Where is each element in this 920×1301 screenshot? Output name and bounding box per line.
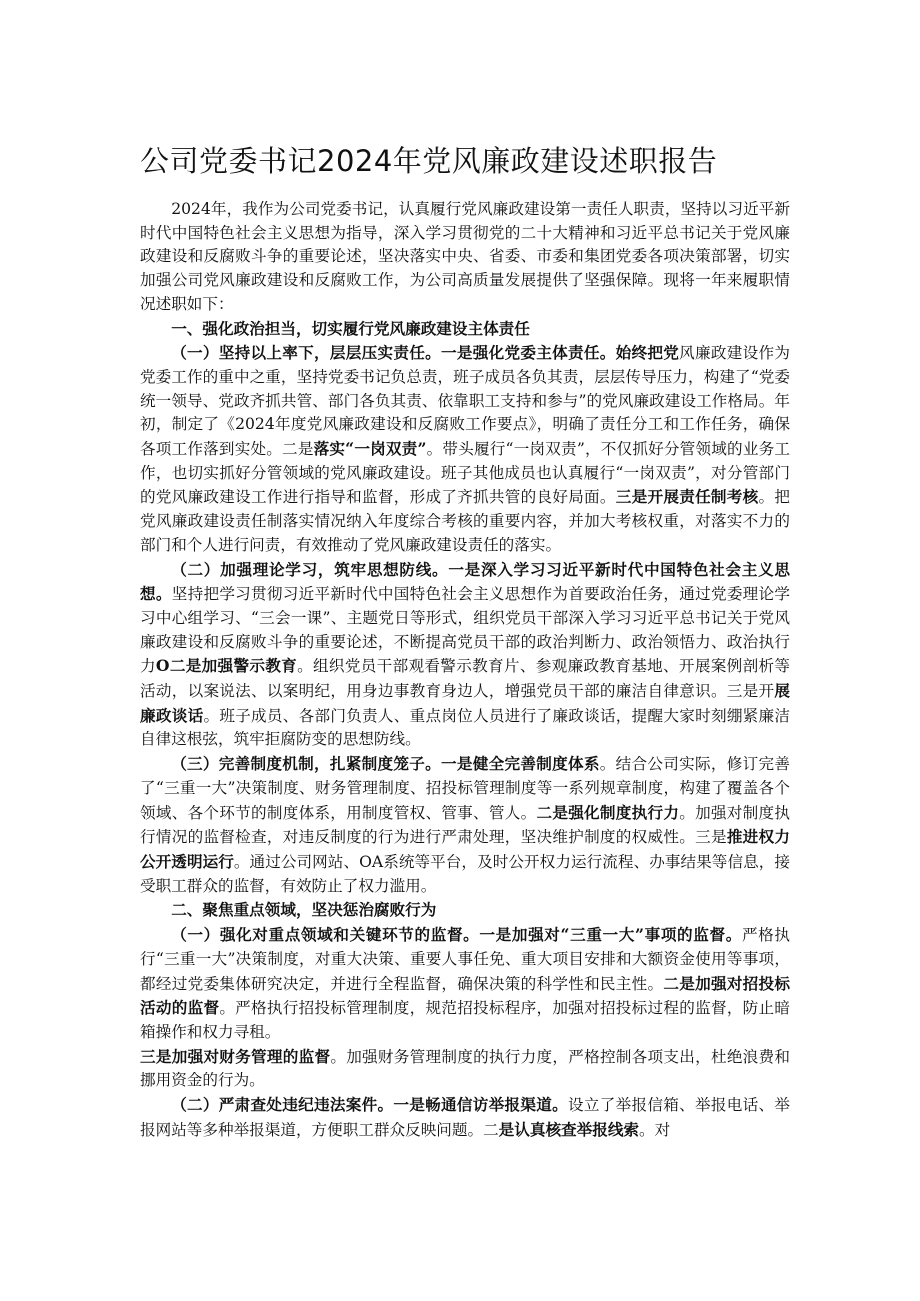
bold-text-run: （一）坚持以上率下，层层压实责任。一是强化党委主体责任。始终把党	[171, 343, 680, 363]
text-run: 。组织党员干部观看警示教育片、参观廉政教育基地、开展案例剖析等活动，以案说法、以案明纪，用身边事教育身边人，增强党员干部的廉洁自律意识。三是开	[140, 657, 790, 701]
bold-text-run: 二、聚焦重点领域，坚决惩治腐败行为	[171, 900, 437, 920]
text-run: 。把党风廉政建设责任制落实情况纳入年度综合考核的重要内容，并加大考核权重，对落实不力的部门和个人进行问责，有效推动了党风廉政建设责任的落实。	[140, 488, 790, 554]
bold-text-run: 展廉政谈话	[140, 681, 790, 725]
bold-text-run: （一）强化对重点领域和关键环节的监督。一是加强对“三重一大”事项的监督。	[171, 925, 742, 945]
paragraph	[140, 198, 790, 317]
text-run: 严格执行“三重一大”决策制度，对重大决策、重要人事任免、重大项目安排和大额资金使用等事项，都经过党委集体研究决定，并进行全程监督，确保决策的科学性和民主性。	[140, 926, 790, 993]
text-run: 。通过公司网站、OA系统等平台，及时公开权力运行流程、办事结果等信息，接受职工群众的监督，有效防止了权力滥用。	[140, 852, 790, 895]
bold-text-run: （三）完善制度机制，扎紧制度笼子。一是健全完善制度体系	[171, 754, 600, 774]
document-body	[140, 198, 790, 1142]
bold-text-run: （二）严肃查处违纪违法案件。一是畅通信访举报渠道。	[171, 1095, 569, 1115]
bold-text-run: 是认真核查举报线索	[498, 1119, 640, 1139]
paragraph	[140, 558, 790, 753]
text-run: 。加强财务管理制度的执行力度，严格控制各项支出，杜绝浪费和挪用资金的行为。	[140, 1047, 790, 1090]
bold-text-run: （二）加强理论学习，筑牢思想防线。一是深入学习习近平新时代中国特色社会主义思想。	[140, 559, 790, 604]
bold-text-run: 三是加强对财务管理的监督	[140, 1046, 331, 1066]
text-run: 。加强对制度执行情况的监督检查，对违反制度的行为进行严肃处理，坚决维护制度的权威性。三是	[140, 803, 790, 847]
text-run: 风廉政建设作为党委工作的重中之重，坚持党委书记负总责，班子成员各负其责，层层传导压力，构建了“党委统一领导、党政齐抓共管、部门各负其责、依靠职工支持和参与”的党风廉政建设工作格局。年初，制定了《2024年度党风廉政建设和反腐败工作要点》，明确了责任分工和工作任务，确保各项工作落到实处。二是	[140, 344, 790, 459]
text-run: 坚持把学习贯彻习近平新时代中国特色社会主义思想作为首要政治任务，通过党委理论学习中心组学习、“三会一课”、主题党日等形式，组织党员干部深入学习习近平总书记关于党风廉政建设和反腐败斗争的重要论述，不断提高党员干部的政治判断力、政治领悟力、政治执行力	[140, 585, 790, 676]
paragraph	[140, 317, 790, 342]
paragraph	[140, 1045, 790, 1093]
text-run: 。对	[639, 1120, 671, 1139]
text-run: 。结合公司实际，修订完善了“三重一大”决策制度、财务管理制度、招投标管理制度等一系列规章制度，构建了覆盖各个领域、各个环节的制度体系，用制度管权、管事、管人。	[140, 755, 790, 822]
bold-text-run: O二是加强警示教育	[155, 656, 298, 676]
text-run: 。班子成员、各部门负责人、重点岗位人员进行了廉政谈话，提醒大家时刻绷紧廉洁自律这根弦，筑牢拒腐防变的思想防线。	[140, 706, 790, 749]
text-run: 设立了举报信箱、举报电话、举报网站等多种举报渠道，方便职工群众反映问题。二	[140, 1096, 790, 1139]
text-run: 。带头履行“一岗双责”，不仅抓好分管领域的业务工作，也切实抓好分管领域的党风廉政建设。班子其他成员也认真履行“一岗双责”，对分管部门的党风廉政建设工作进行指导和监督，形成了齐抓共管的良好局面。	[140, 440, 790, 507]
paragraph	[140, 752, 790, 898]
text-run: 2024年，我作为公司党委书记，认真履行党风廉政建设第一责任人职责，坚持以习近平新时代中国特色社会主义思想为指导，深入学习贯彻党的二十大精神和习近平总书记关于党风廉政建设和反腐败斗争的重要论述，坚决落实中央、省委、市委和集团党委各项决策部署，切实加强公司党风廉政建设和反腐败工作，为公司高质量发展提供了坚强保障。现将一年来履职情况述职如下：	[140, 200, 790, 313]
bold-text-run: 一、强化政治担当，切实履行党风廉政建设主体责任	[171, 318, 530, 338]
bold-text-run: 二是强化制度执行力	[536, 802, 680, 822]
paragraph	[140, 898, 790, 923]
paragraph	[140, 341, 790, 557]
bold-text-run: 二是加强对招投标活动的监督	[140, 973, 790, 1018]
bold-text-run: 推进权力公开透明运行	[140, 827, 790, 871]
bold-text-run: 三是开展责任制考核	[615, 487, 759, 507]
bold-text-run: 落实“一岗双责”	[313, 439, 427, 459]
document-title: 公司党委书记2024年党风廉政建设述职报告	[140, 144, 718, 178]
paragraph	[140, 1093, 790, 1142]
paragraph	[140, 923, 790, 1045]
document-page	[140, 0, 790, 1301]
text-run: 。严格执行招投标管理制度，规范招投标程序，加强对招投标过程的监督，防止暗箱操作和权力寻租。	[140, 999, 790, 1041]
